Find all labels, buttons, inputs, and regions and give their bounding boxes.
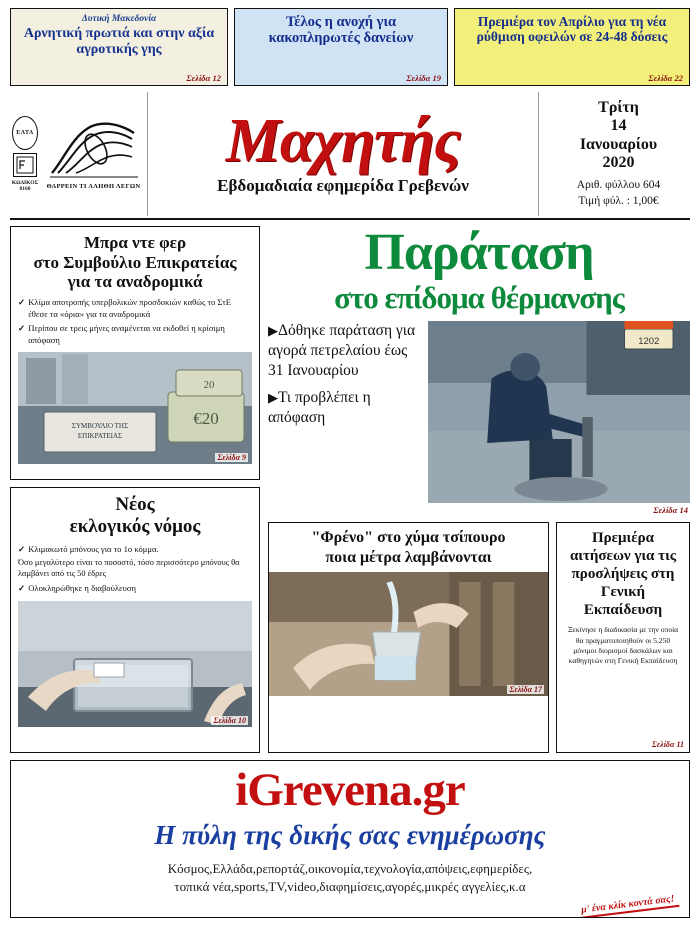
issue-price: Τιμή φύλ. : 1,00€ [578, 195, 659, 208]
bullet-text: Κλιμακωτό μπόνους για το 1ο κόμμα. [28, 543, 159, 554]
press-union-stamp-icon [13, 153, 37, 177]
elta-stamp-icon: ΕΛΤΑ [12, 116, 38, 150]
article-page-ref: Σελίδα 11 [651, 740, 684, 749]
check-icon: ✓ [18, 297, 26, 308]
svg-text:ΕΠΙΚΡΑΤΕΙΑΣ: ΕΠΙΚΡΑΤΕΙΑΣ [77, 431, 123, 440]
headline-line-1: Μπρα ντε φερ [83, 233, 187, 252]
triangle-right-icon: ▶ [268, 389, 278, 405]
teaser-headline: Πρεμιέρα τον Απρίλιο για τη νέα ρύθμιση οφειλών σε 24-48 δόσεις [476, 14, 668, 45]
teaser-item-3[interactable] [454, 8, 690, 86]
teaser-item-1[interactable] [10, 8, 228, 86]
svg-text:20: 20 [203, 378, 215, 391]
svg-text:ΣΥΜΒΟΥΛΙΟ ΤΗΣ: ΣΥΜΒΟΥΛΙΟ ΤΗΣ [71, 421, 129, 430]
teaser-page-ref: Σελίδα 19 [406, 73, 441, 83]
svg-text:1202: 1202 [638, 336, 660, 347]
lead-paragraph-1: ▶Δόθηκε παράταση για αγορά πετρελαίου έως 31 Ιανουαρίου [268, 322, 416, 379]
article-tsipouro[interactable] [268, 522, 549, 753]
ad-badge: μ' ένα κλίκ κοντά σας! [577, 892, 680, 918]
bullet-text: Περίπου σε τρεις μήνες αναμένεται να εκδοθεί η κρίσιμη απόφαση [28, 323, 225, 345]
bullet-text: Κλίμα αποτροπής υπερβολικών προσδοκιών καθώς το ΣτΕ έθεσε τα «όρια» για τα αναδρομικά [28, 297, 231, 319]
bullet-text: Ολοκληρώθηκε η διαβούλευση [28, 583, 137, 594]
article-photo-ballot [18, 601, 252, 727]
teaser-item-2[interactable] [234, 8, 448, 86]
article-teacher-hirings[interactable] [556, 522, 690, 753]
teaser-headline: Τέλος η ανοχή για κακοπληρωτές δανείων [268, 14, 414, 47]
teaser-strip [10, 8, 690, 86]
article-headline [18, 233, 252, 292]
postal-code-label [12, 180, 38, 192]
date-number: 14 [610, 117, 627, 135]
lead-paragraph-2: ▶Τι προβλέπει η απόφαση [268, 388, 371, 426]
page-title: Μαχητής [225, 106, 461, 175]
triangle-right-icon: ▶ [268, 323, 278, 339]
lead-text-column [268, 321, 420, 503]
article-photo-pouring-drink [269, 572, 548, 696]
check-icon: ✓ [18, 543, 26, 554]
article-retroactive-payments[interactable] [10, 226, 260, 480]
masthead [10, 92, 690, 220]
ad-topics [19, 860, 681, 895]
bullet-item [18, 323, 252, 346]
issue-number: Αριθ. φύλλου 604 [576, 179, 661, 192]
right-bottom-row [268, 522, 690, 753]
emblem-column [44, 119, 143, 190]
teaser-kicker: Δυτική Μακεδονία [81, 14, 157, 24]
article-photo-court [18, 352, 252, 464]
article-header [269, 523, 548, 571]
masthead-title-area [148, 92, 538, 216]
article-headline [275, 528, 542, 566]
lead-headline [268, 224, 690, 315]
bullet-item [18, 297, 252, 320]
emblem-motto: ΘΑΡΡΕΙΝ ΤΙ ΑΛΗΘΗ ΛΕΓΩΝ [46, 182, 141, 190]
article-page-ref: Σελίδα 17 [509, 684, 542, 694]
lead-photo-fuel-delivery [428, 321, 690, 503]
headline-line-1: Νέος [115, 494, 155, 515]
article-bullets [18, 297, 252, 346]
postal-code-value: 8160 [19, 186, 31, 192]
article-headline: Πρεμιέρα αιτήσεων για τις προσλήψεις στη Γενική Εκπαίδευση [569, 530, 677, 619]
ad-topics-line-1: Κόσμος,Ελλάδα,ρεπορτάζ,οικονομία,τεχνολογία,απόψεις,εφημερίδες, [167, 861, 533, 876]
main-content [10, 226, 690, 753]
masthead-date-area [538, 92, 690, 216]
bullet-item [18, 583, 252, 595]
check-icon: ✓ [18, 323, 26, 334]
masthead-logo-area [10, 92, 148, 216]
article-bullets [18, 544, 252, 595]
headline-line-3: για τα αναδρομικά [67, 272, 203, 292]
headline-line-1: "Φρένο" στο χύμα τσίπουρο [311, 529, 506, 547]
date-day: Τρίτη [598, 98, 639, 116]
lead-headline-main: Παράταση [364, 224, 594, 281]
date-month: Ιανουαρίου [579, 135, 658, 153]
headline-line-2: ποια μέτρα λαμβάνονται [325, 548, 492, 566]
right-column [268, 226, 690, 753]
headline-line-2: εκλογικός νόμος [69, 515, 201, 537]
stamp-column [10, 116, 40, 192]
teaser-page-ref: Σελίδα 22 [648, 73, 683, 83]
lead-body [268, 321, 690, 503]
left-column [10, 226, 260, 753]
fighter-emblem-icon [46, 119, 142, 181]
article-page-ref: Σελίδα 10 [213, 715, 246, 725]
article-headline [18, 494, 252, 538]
article-subtext: Όσο μεγαλύτερο είναι το ποσοστό, τόσο περισσότερο μπόνους θα λαμβάνει από τις 50 έδρες [18, 558, 240, 579]
check-icon: ✓ [18, 583, 26, 594]
postal-code-text: ΚΩΔΙΚΟΣ [11, 179, 39, 186]
article-electoral-law[interactable] [10, 487, 260, 753]
advertisement-igrevena[interactable] [10, 760, 690, 918]
ad-title: iGrevena.gr [235, 764, 465, 816]
ad-subtitle: Η πύλη της δικής σας ενημέρωσης [154, 820, 546, 850]
lead-headline-sub: στο επίδομα θέρμανσης [334, 279, 624, 315]
ad-topics-line-2: τοπικά νέα,sports,TV,video,διαφημίσεις,αγορές,μικρές αγγελίες,κ.α [174, 878, 526, 894]
date-year: 2020 [602, 153, 635, 171]
article-heating-allowance[interactable] [268, 226, 690, 515]
masthead-subtitle: Εβδομαδιαία εφημερίδα Γρεβενών [217, 176, 469, 196]
teaser-page-ref: Σελίδα 12 [186, 73, 221, 83]
article-body: Ξεκίνησε η διαδικασία με την οποία θα πραγματοποιηθούν οι 5.250 μόνιμοι διορισμοί δασκάλων και καθηγητών στη Γενική Εκπαίδευση [567, 625, 679, 666]
headline-line-2: στο Συμβούλιο Επικρατείας [33, 252, 237, 272]
article-page-ref: Σελίδα 9 [217, 452, 246, 462]
teaser-headline: Αρνητική πρωτιά και στην αξία αγροτικής γης [23, 26, 215, 57]
bullet-item [18, 544, 252, 556]
svg-text:€20: €20 [193, 408, 219, 428]
lead-page-ref: Σελίδα 14 [653, 505, 688, 516]
